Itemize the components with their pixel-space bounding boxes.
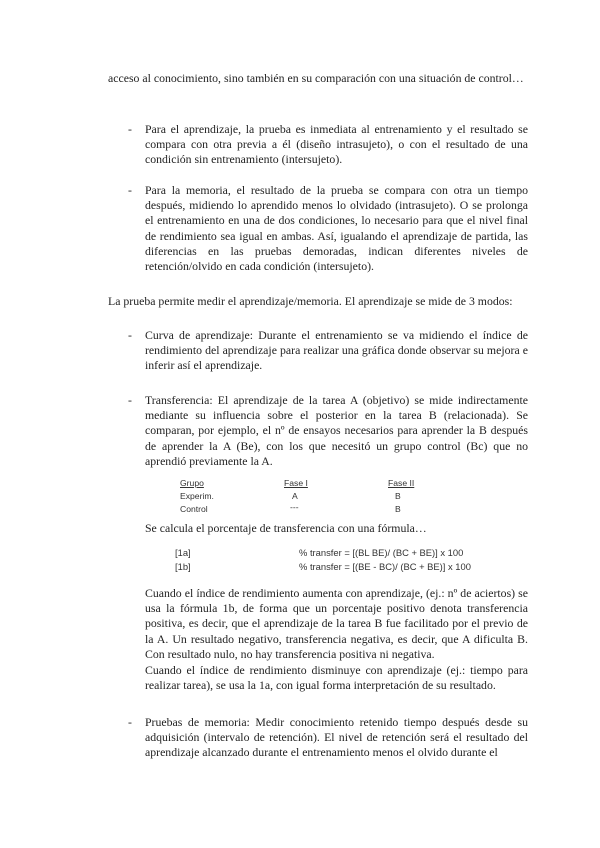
intro-paragraph: acceso al conocimiento, sino también en su comparación con una situación de control… [108,71,524,85]
bullet-memory-test: Para la memoria, el resultado de la prueba se compara con otra un tiempo después, midiendo lo aprendido menos lo olvidado (intrasujeto). O se prolonga el entrenamiento en una de dos condiciones, lo necesario para que el nivel final de rendimiento sea igual en ambas. Así, igualando el aprendizaje de partida, las diferencias en las pruebas demoradas, indican diferentes niveles de retención/olvido en cada condición (intersujeto). [145,183,528,274]
formula-expression: % transfer = [(BL BE)/ (BC + BE)] x 100 [299,547,464,558]
formula-label: [1b] [175,561,191,572]
formula-label: [1a] [175,547,191,558]
table-header: Fase II [388,478,415,488]
bullet-marker: - [128,183,132,197]
modes-intro-paragraph: La prueba permite medir el aprendizaje/memoria. El aprendizaje se mide de 3 modos: [108,294,513,308]
bullet-learning-curve: Curva de aprendizaje: Durante el entrenamiento se va midiendo el índice de rendimiento del aprendizaje para realizar una gráfica donde observar su mejora e inferir así el aprendizaje. [145,328,528,373]
table-header: Grupo [180,478,204,488]
bullet-marker: - [128,393,132,407]
table-header: Fase I [284,478,308,488]
formula-expression: % transfer = [(BE - BC)/ (BC + BE)] x 100 [299,561,471,572]
table-cell: Control [180,504,208,514]
bullet-marker: - [128,122,132,136]
table-cell: --- [290,502,299,512]
bullet-learning-test: Para el aprendizaje, la prueba es inmediata al entrenamiento y el resultado se compara con otra previa a él (diseño intrasujeto), o con el resultado de una condición sin entrenamiento (intersujeto). [145,122,528,167]
bullet-transfer: Transferencia: El aprendizaje de la tarea A (objetivo) se mide indirectamente mediante su influencia sobre el posterior en la tarea B (relacionada). Se comparan, por ejemplo, el nº de ensayos necesarios para aprender la B después de aprender la A (Be), con los que necesitó un grupo control (Bc) que no aprendió previamente la A. [145,393,528,468]
transfer-explanation-1: Cuando el índice de rendimiento aumenta con aprendizaje, (ej.: nº de aciertos) se usa la fórmula 1b, de forma que un porcentaje positivo denota transferencia positiva, es decir, que el aprendizaje de la tarea B fue facilitado por el previo de la A. Un resultado negativo, transferencia negativa, es decir, que A dificulta B. Con resultado nulo, no hay transferencia positiva ni negativa. [145,586,528,661]
bullet-marker: - [128,715,132,729]
bullet-marker: - [128,328,132,342]
transfer-explanation-2: Cuando el índice de rendimiento disminuye con aprendizaje (ej.: tiempo para realizar tarea), se usa la 1a, con igual forma interpretación de su resultado. [145,663,528,693]
table-cell: B [395,504,401,514]
table-cell: Experim. [180,491,214,501]
table-cell: B [395,491,401,501]
formula-intro: Se calcula el porcentaje de transferencia con una fórmula… [145,521,427,535]
bullet-memory-measure: Pruebas de memoria: Medir conocimiento retenido tiempo después desde su adquisición (intervalo de retención). El nivel de retención será el resultado del aprendizaje alcanzado durante el entrenamiento menos el olvido durante el [145,715,528,760]
table-cell: A [292,491,298,501]
